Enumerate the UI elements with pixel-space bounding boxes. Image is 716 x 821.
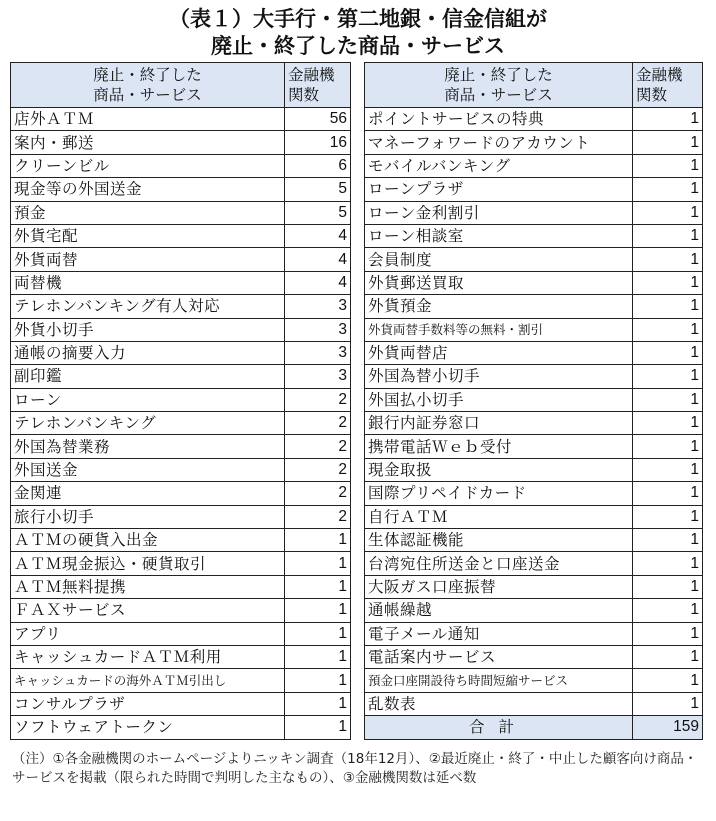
- service-name-cell: ＡＴＭの硬貨入出金: [11, 529, 285, 552]
- institution-count-cell: 1: [633, 669, 703, 692]
- table-row: [11, 669, 351, 692]
- service-name-cell: 生体認証機能: [365, 529, 633, 552]
- institution-count-cell: 2: [285, 505, 351, 528]
- table-row: [11, 318, 351, 341]
- table-row: [11, 131, 351, 154]
- table-row: [365, 622, 703, 645]
- table-row: [11, 482, 351, 505]
- service-name-cell: 案内・郵送: [11, 131, 285, 154]
- institution-count-cell: 1: [633, 224, 703, 247]
- service-name-cell: 外貨両替店: [365, 341, 633, 364]
- institution-count-cell: 3: [285, 365, 351, 388]
- service-name-cell: 台湾宛住所送金と口座送金: [365, 552, 633, 575]
- table-row: [11, 575, 351, 598]
- institution-count-cell: 3: [285, 318, 351, 341]
- institution-count-cell: 1: [285, 622, 351, 645]
- institution-count-cell: 1: [633, 388, 703, 411]
- service-name-cell: 会員制度: [365, 248, 633, 271]
- table-row: [365, 645, 703, 668]
- service-name-cell: クリーンビル: [11, 154, 285, 177]
- table-row: [365, 108, 703, 131]
- institution-count-cell: 5: [285, 201, 351, 224]
- total-count: 159: [633, 716, 703, 739]
- table-row: [365, 201, 703, 224]
- service-name-cell: 外貨小切手: [11, 318, 285, 341]
- service-name-cell: 電話案内サービス: [365, 645, 633, 668]
- service-name-cell: 外貨両替: [11, 248, 285, 271]
- service-name-cell: ＡＴＭ無料提携: [11, 575, 285, 598]
- institution-count-cell: 16: [285, 131, 351, 154]
- table-row: [365, 505, 703, 528]
- institution-count-cell: 1: [285, 669, 351, 692]
- institution-count-cell: 4: [285, 224, 351, 247]
- total-row: [365, 716, 703, 739]
- table-row: [11, 435, 351, 458]
- table-row: [11, 295, 351, 318]
- service-name-cell: 携帯電話Ｗｅｂ受付: [365, 435, 633, 458]
- service-name-cell: 外貨郵送買取: [365, 271, 633, 294]
- table-row: [11, 412, 351, 435]
- service-name-cell: 両替機: [11, 271, 285, 294]
- service-name-cell: テレホンバンキング: [11, 412, 285, 435]
- table-row: [365, 529, 703, 552]
- service-name-cell: 副印鑑: [11, 365, 285, 388]
- service-name-cell: 外国為替小切手: [365, 365, 633, 388]
- table-row: [11, 341, 351, 364]
- header-institution-count: [633, 63, 703, 108]
- service-name-cell: 銀行内証券窓口: [365, 412, 633, 435]
- institution-count-cell: 56: [285, 108, 351, 131]
- service-name-cell: 自行ＡＴＭ: [365, 505, 633, 528]
- total-label: 合計: [365, 716, 633, 739]
- table-row: [365, 482, 703, 505]
- table-row: [11, 224, 351, 247]
- header-name-line-2: 商品・サービス: [93, 86, 202, 104]
- institution-count-cell: 1: [285, 575, 351, 598]
- institution-count-cell: 1: [633, 341, 703, 364]
- left-table-body: [11, 108, 351, 740]
- left-table: [10, 62, 351, 740]
- institution-count-cell: 2: [285, 458, 351, 481]
- institution-count-cell: 1: [633, 458, 703, 481]
- header-name-line-1: 廃止・終了した: [444, 66, 553, 84]
- service-name-cell: ＡＴＭ現金振込・硬貨取引: [11, 552, 285, 575]
- service-name-cell: キャッシュカードＡＴＭ利用: [11, 645, 285, 668]
- table-row: [365, 271, 703, 294]
- institution-count-cell: 1: [633, 271, 703, 294]
- institution-count-cell: 1: [633, 552, 703, 575]
- header-count-line-2: 関数: [636, 86, 668, 104]
- service-name-cell: ソフトウェアトークン: [11, 716, 285, 739]
- service-name-cell: モバイルバンキング: [365, 154, 633, 177]
- table-row: [365, 178, 703, 201]
- table-row: [11, 271, 351, 294]
- table-row: [365, 224, 703, 247]
- table-row: [11, 599, 351, 622]
- service-name-cell: 外国為替業務: [11, 435, 285, 458]
- table-row: [365, 669, 703, 692]
- service-name-cell: ローンプラザ: [365, 178, 633, 201]
- institution-count-cell: 1: [633, 201, 703, 224]
- service-name-cell: コンサルプラザ: [11, 692, 285, 715]
- institution-count-cell: 2: [285, 435, 351, 458]
- service-name-cell: 預金: [11, 201, 285, 224]
- service-name-cell: ローン金利割引: [365, 201, 633, 224]
- right-table-header: [365, 63, 703, 108]
- institution-count-cell: 4: [285, 271, 351, 294]
- institution-count-cell: 1: [633, 154, 703, 177]
- service-name-cell: 通帳の摘要入力: [11, 341, 285, 364]
- institution-count-cell: 1: [633, 505, 703, 528]
- service-name-cell: 外貨両替手数料等の無料・割引: [365, 318, 633, 341]
- table-row: [365, 295, 703, 318]
- institution-count-cell: 2: [285, 482, 351, 505]
- header-count-line-2: 関数: [288, 86, 320, 104]
- table-row: [365, 692, 703, 715]
- institution-count-cell: 5: [285, 178, 351, 201]
- footnote: （注）①各金融機関のホームページよりニッキン調査（18年12月）、②最近廃止・終了・中止した顧客向け商品・サービスを掲載（限られた時間で判明した主なもの）、③金融機関数は延べ数: [12, 751, 698, 786]
- table-row: [365, 599, 703, 622]
- table-row: [365, 388, 703, 411]
- table-row: [365, 458, 703, 481]
- institution-count-cell: 1: [633, 178, 703, 201]
- service-name-cell: ローン相談室: [365, 224, 633, 247]
- table-title: [0, 6, 716, 60]
- service-name-cell: 金関連: [11, 482, 285, 505]
- institution-count-cell: 3: [285, 341, 351, 364]
- service-name-cell: 電子メール通知: [365, 622, 633, 645]
- service-name-cell: 通帳繰越: [365, 599, 633, 622]
- institution-count-cell: 1: [633, 692, 703, 715]
- title-line-2: 廃止・終了した商品・サービス: [211, 34, 505, 58]
- table-row: [11, 108, 351, 131]
- institution-count-cell: 1: [285, 552, 351, 575]
- service-name-cell: 外貨預金: [365, 295, 633, 318]
- table-row: [11, 645, 351, 668]
- institution-count-cell: 4: [285, 248, 351, 271]
- service-name-cell: 店外ＡＴＭ: [11, 108, 285, 131]
- institution-count-cell: 1: [633, 131, 703, 154]
- table-row: [365, 435, 703, 458]
- service-name-cell: 国際プリペイドカード: [365, 482, 633, 505]
- institution-count-cell: 1: [633, 412, 703, 435]
- table-row: [11, 201, 351, 224]
- header-count-line-1: 金融機: [288, 66, 335, 84]
- table-row: [11, 458, 351, 481]
- header-count-line-1: 金融機: [636, 66, 683, 84]
- institution-count-cell: 1: [633, 575, 703, 598]
- table-row: [11, 692, 351, 715]
- service-name-cell: 外貨宅配: [11, 224, 285, 247]
- table-row: [11, 248, 351, 271]
- service-name-cell: 乱数表: [365, 692, 633, 715]
- service-name-cell: 現金取扱: [365, 458, 633, 481]
- institution-count-cell: 1: [285, 716, 351, 739]
- institution-count-cell: 2: [285, 388, 351, 411]
- header-name-line-1: 廃止・終了した: [93, 66, 202, 84]
- service-name-cell: 現金等の外国送金: [11, 178, 285, 201]
- service-name-cell: マネーフォワードのアカウント: [365, 131, 633, 154]
- institution-count-cell: 1: [633, 108, 703, 131]
- table-row: [365, 575, 703, 598]
- institution-count-cell: 1: [633, 599, 703, 622]
- header-name-line-2: 商品・サービス: [444, 86, 553, 104]
- table-row: [11, 365, 351, 388]
- institution-count-cell: 1: [633, 295, 703, 318]
- institution-count-cell: 1: [285, 529, 351, 552]
- header-service-name: [11, 63, 285, 108]
- table-row: [365, 552, 703, 575]
- table-row: [365, 154, 703, 177]
- table-row: [11, 388, 351, 411]
- institution-count-cell: 1: [633, 248, 703, 271]
- institution-count-cell: 1: [285, 599, 351, 622]
- table-row: [365, 318, 703, 341]
- service-name-cell: 旅行小切手: [11, 505, 285, 528]
- institution-count-cell: 1: [633, 482, 703, 505]
- table-row: [11, 552, 351, 575]
- table-row: [11, 529, 351, 552]
- table-row: [11, 622, 351, 645]
- table-row: [365, 365, 703, 388]
- service-name-cell: アプリ: [11, 622, 285, 645]
- service-name-cell: 預金口座開設待ち時間短縮サービス: [365, 669, 633, 692]
- table-row: [11, 154, 351, 177]
- table-row: [11, 505, 351, 528]
- institution-count-cell: 1: [633, 622, 703, 645]
- service-name-cell: ＦＡＸサービス: [11, 599, 285, 622]
- institution-count-cell: 1: [285, 692, 351, 715]
- table-row: [365, 248, 703, 271]
- institution-count-cell: 3: [285, 295, 351, 318]
- institution-count-cell: 6: [285, 154, 351, 177]
- right-table-body: [365, 108, 703, 716]
- table-row: [11, 716, 351, 739]
- left-table-header: [11, 63, 351, 108]
- service-name-cell: 外国払小切手: [365, 388, 633, 411]
- institution-count-cell: 1: [633, 435, 703, 458]
- header-service-name: [365, 63, 633, 108]
- table-row: [365, 131, 703, 154]
- institution-count-cell: 1: [285, 645, 351, 668]
- service-name-cell: 外国送金: [11, 458, 285, 481]
- service-name-cell: テレホンバンキング有人対応: [11, 295, 285, 318]
- institution-count-cell: 1: [633, 318, 703, 341]
- service-name-cell: ローン: [11, 388, 285, 411]
- table-row: [365, 412, 703, 435]
- right-table: [364, 62, 703, 740]
- service-name-cell: ポイントサービスの特典: [365, 108, 633, 131]
- service-name-cell: キャッシュカードの海外ＡＴＭ引出し: [11, 669, 285, 692]
- table-row: [365, 341, 703, 364]
- institution-count-cell: 1: [633, 529, 703, 552]
- institution-count-cell: 1: [633, 365, 703, 388]
- institution-count-cell: 2: [285, 412, 351, 435]
- header-institution-count: [285, 63, 351, 108]
- institution-count-cell: 1: [633, 645, 703, 668]
- service-name-cell: 大阪ガス口座振替: [365, 575, 633, 598]
- title-line-1: （表１）大手行・第二地銀・信金信組が: [169, 7, 547, 31]
- table-row: [11, 178, 351, 201]
